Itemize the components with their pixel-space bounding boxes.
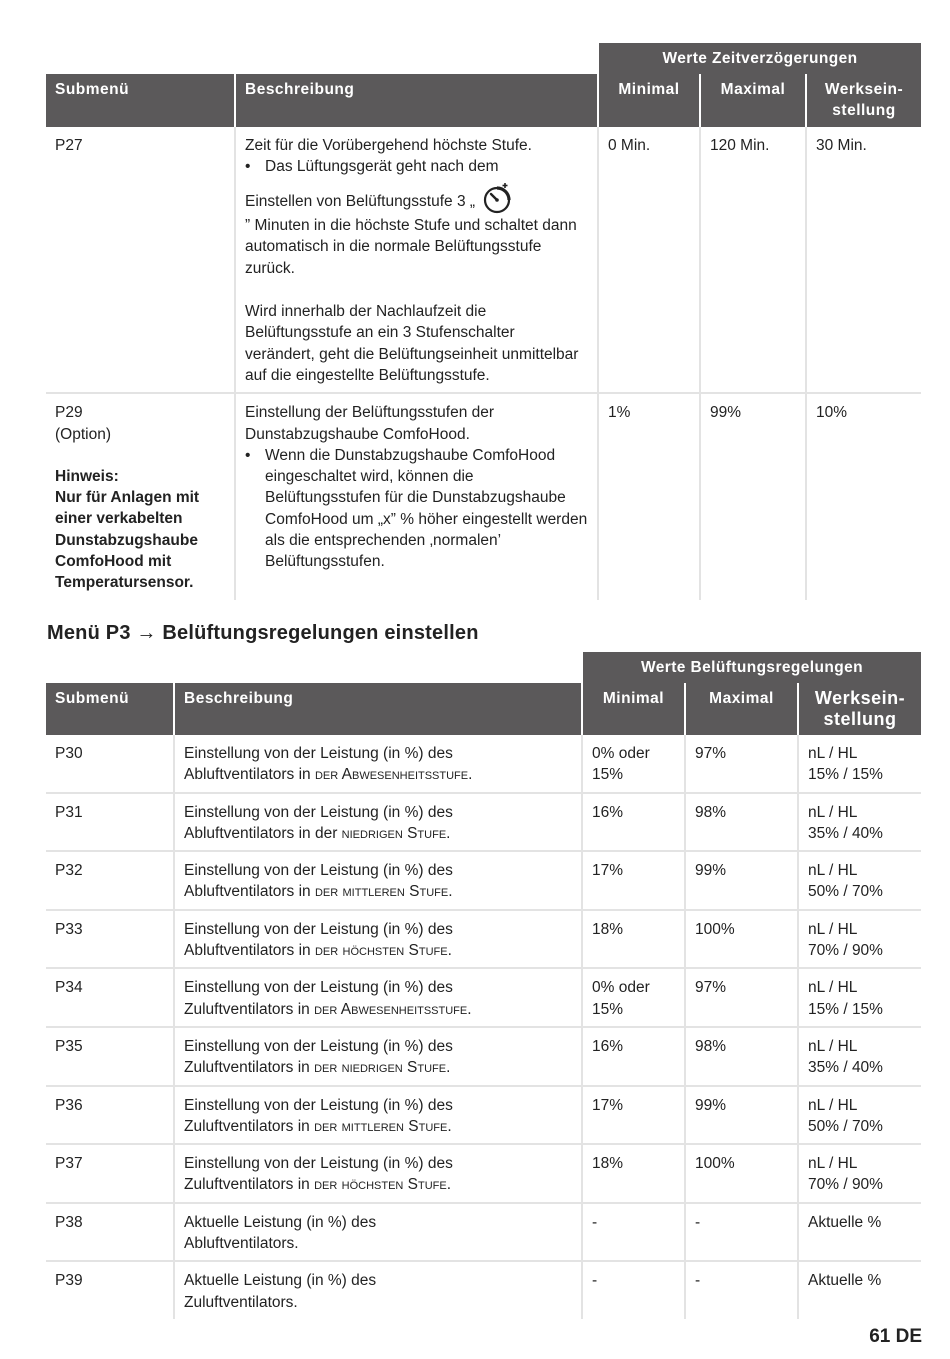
default-value bbox=[798, 851, 921, 910]
description-line bbox=[184, 1116, 572, 1137]
description-line: Aktuelle Leistung (in %) des bbox=[184, 1272, 377, 1290]
minimal-value-line: 17% bbox=[592, 862, 624, 880]
table-row bbox=[46, 393, 921, 599]
table-row bbox=[46, 851, 921, 910]
default-value bbox=[798, 1086, 921, 1145]
description-line: Einstellung von der Leistung (in %) des bbox=[184, 862, 453, 880]
default-value bbox=[798, 793, 921, 852]
description-cell bbox=[174, 735, 582, 793]
description-text: Abluftventilators in bbox=[184, 883, 315, 901]
description-line bbox=[184, 823, 572, 844]
description-continuation bbox=[245, 181, 588, 279]
description-smallcaps: der Abwesenheitsstufe. bbox=[314, 1000, 472, 1018]
column-header-description: Beschreibung bbox=[235, 74, 598, 127]
minimal-value-line: 16% bbox=[592, 1037, 624, 1055]
column-header-maximal: Maximal bbox=[700, 74, 806, 127]
description-cell bbox=[174, 1203, 582, 1262]
continuation-text-a: Einstellen von Belüftungsstufe 3 „ bbox=[245, 193, 476, 211]
column-header-submenu: Submenü bbox=[46, 74, 235, 127]
description-cell bbox=[235, 127, 598, 394]
description-text: Zuluftventilators in bbox=[184, 1176, 315, 1194]
description-text: Zuluftventilators in bbox=[184, 1117, 315, 1135]
maximal-value: 97% bbox=[685, 735, 798, 793]
page-number: 61 DE bbox=[869, 1326, 922, 1347]
maximal-value: 97% bbox=[685, 968, 798, 1027]
default-value-line: nL / HL bbox=[808, 862, 858, 880]
default-value bbox=[798, 1203, 921, 1262]
table-row bbox=[46, 127, 921, 394]
description-cell bbox=[174, 968, 582, 1027]
submenu-code: P38 bbox=[46, 1203, 174, 1262]
continuation-text-b: ” Minuten in die höchste Stufe und schaltet dann automatisch in die normale Belüftungsstufe zurück. bbox=[245, 217, 577, 277]
description-text: Abluftventilators. bbox=[184, 1235, 299, 1253]
column-header-description: Beschreibung bbox=[174, 683, 582, 735]
minimal-value bbox=[582, 793, 685, 852]
minimal-value bbox=[582, 1086, 685, 1145]
description-cell bbox=[174, 1027, 582, 1086]
submenu-code: P27 bbox=[46, 127, 235, 394]
maximal-value: - bbox=[685, 1261, 798, 1319]
default-value-line: nL / HL bbox=[808, 803, 858, 821]
minimal-value bbox=[582, 1261, 685, 1319]
minimal-value: 1% bbox=[598, 393, 700, 599]
table-row bbox=[46, 1086, 921, 1145]
default-value-line: 50% / 70% bbox=[808, 883, 883, 901]
description-line bbox=[184, 940, 572, 961]
description-smallcaps: der höchsten Stufe. bbox=[314, 942, 452, 960]
table-row bbox=[46, 735, 921, 793]
column-header-default-line2: stellung bbox=[823, 709, 897, 729]
column-header-maximal: Maximal bbox=[685, 683, 798, 735]
submenu-code: P29 bbox=[55, 404, 83, 422]
default-value bbox=[798, 735, 921, 793]
table-row bbox=[46, 1203, 921, 1262]
minimal-value-line: 0% oder bbox=[592, 979, 650, 997]
minimal-value bbox=[582, 1203, 685, 1262]
default-value bbox=[798, 1144, 921, 1203]
table-row bbox=[46, 968, 921, 1027]
default-value bbox=[798, 968, 921, 1027]
default-value-line: 15% / 15% bbox=[808, 1000, 883, 1018]
submenu-code: P30 bbox=[46, 735, 174, 793]
table-row bbox=[46, 1144, 921, 1203]
description-text: Zeit für die Vorübergehend höchste Stufe. bbox=[245, 136, 532, 154]
default-value-line: nL / HL bbox=[808, 1155, 858, 1173]
maximal-value: 99% bbox=[700, 393, 806, 599]
description-smallcaps: niedrigen Stufe. bbox=[341, 824, 451, 842]
maximal-value: 98% bbox=[685, 793, 798, 852]
description-line: Einstellung von der Leistung (in %) des bbox=[184, 803, 453, 821]
section-title-prefix: Menü P3 bbox=[47, 622, 131, 644]
description-line bbox=[184, 764, 572, 785]
description-line bbox=[184, 1233, 572, 1254]
maximal-value: 98% bbox=[685, 1027, 798, 1086]
table-row bbox=[46, 1027, 921, 1086]
section-title-text: Belüftungsregelungen einstellen bbox=[162, 622, 479, 644]
minimal-value bbox=[582, 735, 685, 793]
submenu-cell bbox=[46, 393, 235, 599]
description-line: Einstellung von der Leistung (in %) des bbox=[184, 1155, 453, 1173]
bullet-item: • Das Lüftungsgerät geht nach dem bbox=[245, 156, 588, 177]
description-text: Abluftventilators in bbox=[184, 766, 315, 784]
default-value-line: 70% / 90% bbox=[808, 942, 883, 960]
description-line: Einstellung von der Leistung (in %) des bbox=[184, 979, 453, 997]
maximal-value: 99% bbox=[685, 1086, 798, 1145]
minimal-value-line: 17% bbox=[592, 1096, 624, 1114]
default-value-line: 50% / 70% bbox=[808, 1117, 883, 1135]
description-smallcaps: der mittleren Stufe. bbox=[314, 1117, 452, 1135]
description-cell bbox=[174, 793, 582, 852]
column-header-default-line1: Werksein- bbox=[824, 81, 904, 98]
group-header: Werte Zeitverzögerungen bbox=[598, 43, 921, 74]
submenu-code: P36 bbox=[46, 1086, 174, 1145]
submenu-code: P37 bbox=[46, 1144, 174, 1203]
ventilation-settings-table bbox=[46, 652, 921, 1319]
maximal-value: 100% bbox=[685, 1144, 798, 1203]
description-line: Aktuelle Leistung (in %) des bbox=[184, 1213, 377, 1231]
default-value-line: Aktuelle % bbox=[808, 1272, 882, 1290]
description-cell bbox=[174, 1144, 582, 1203]
maximal-value: 99% bbox=[685, 851, 798, 910]
column-header-minimal: Minimal bbox=[598, 74, 700, 127]
submenu-code: P33 bbox=[46, 910, 174, 969]
minimal-value bbox=[582, 851, 685, 910]
default-value: 10% bbox=[806, 393, 921, 599]
minimal-value: 0 Min. bbox=[598, 127, 700, 394]
default-value-line: nL / HL bbox=[808, 745, 858, 762]
description-text: Einstellung der Belüftungsstufen der Dunstabzugshaube ComfoHood. bbox=[245, 404, 495, 443]
description-cell bbox=[235, 393, 598, 599]
section-title bbox=[47, 622, 479, 645]
default-value-line: 70% / 90% bbox=[808, 1176, 883, 1194]
arrow-icon: → bbox=[136, 622, 157, 644]
note-title: Hinweis: bbox=[55, 467, 119, 485]
default-value-line: 15% / 15% bbox=[808, 766, 883, 784]
table-row bbox=[46, 910, 921, 969]
description-text: Abluftventilators in der bbox=[184, 824, 342, 842]
minimal-value-line: 18% bbox=[592, 1155, 624, 1173]
description-line: Einstellung von der Leistung (in %) des bbox=[184, 1037, 453, 1055]
column-header-default bbox=[798, 683, 921, 735]
description-paragraph: Wird innerhalb der Nachlaufzeit die Belüftungsstufe an ein 3 Stufenschalter verändert, geht die Belüftungseinheit unmittelbar auf die eingestellte Belüftungsstufe. bbox=[245, 303, 579, 384]
description-text: Zuluftventilators in bbox=[184, 1000, 315, 1018]
bullet-item: • Wenn die Dunstabzugshaube ComfoHood eingeschaltet wird, können die Belüftungsstufen für die Dunstabzugshaube ComfoHood um „x” % höher eingestellt werden als die entsprechenden ‚normalen’ Belüftungsstufen. bbox=[245, 445, 588, 573]
minimal-value-line: 0% oder bbox=[592, 745, 650, 762]
minimal-value-line: 15% bbox=[592, 1000, 624, 1018]
minimal-value-line: 15% bbox=[592, 766, 624, 784]
description-text: Zuluftventilators in bbox=[184, 1059, 315, 1077]
column-header-default bbox=[806, 74, 921, 127]
column-header-default-line1: Werksein- bbox=[814, 688, 906, 708]
minimal-value-line: 16% bbox=[592, 803, 624, 821]
default-value-line: nL / HL bbox=[808, 1037, 858, 1055]
description-smallcaps: der Abwesenheitsstufe. bbox=[314, 766, 473, 784]
maximal-value: 100% bbox=[685, 910, 798, 969]
description-line: Einstellung von der Leistung (in %) des bbox=[184, 920, 453, 938]
description-smallcaps: der niedrigen Stufe. bbox=[314, 1059, 451, 1077]
maximal-value: - bbox=[685, 1203, 798, 1262]
description-line bbox=[184, 1292, 572, 1313]
submenu-code: P32 bbox=[46, 851, 174, 910]
option-label: (Option) bbox=[55, 425, 111, 443]
description-cell bbox=[174, 1086, 582, 1145]
submenu-code: P34 bbox=[46, 968, 174, 1027]
default-value bbox=[798, 910, 921, 969]
description-line bbox=[184, 1057, 572, 1078]
submenu-code: P31 bbox=[46, 793, 174, 852]
note-text: Nur für Anlagen mit einer verkabelten Dunstabzugshaube ComfoHood mit Temperatursensor. bbox=[55, 489, 200, 592]
column-header-default-line2: stellung bbox=[832, 102, 896, 120]
bullet-text: Wenn die Dunstabzugshaube ComfoHood eingeschaltet wird, können die Belüftungsstufen für die Dunstabzugshaube ComfoHood um „x” % höher eingestellt werden als die entsprechenden ‚normalen’ Belüftungsstufen. bbox=[265, 446, 588, 571]
description-line bbox=[184, 1174, 572, 1195]
column-header-submenu: Submenü bbox=[46, 683, 174, 735]
minimal-value-line: - bbox=[592, 1272, 598, 1290]
description-cell bbox=[174, 851, 582, 910]
delay-values-table bbox=[46, 43, 921, 600]
default-value bbox=[798, 1261, 921, 1319]
default-value-line: Aktuelle % bbox=[808, 1213, 882, 1231]
minimal-value bbox=[582, 1144, 685, 1203]
description-line bbox=[184, 881, 572, 902]
description-line: Einstellung von der Leistung (in %) des bbox=[184, 745, 453, 762]
description-smallcaps: der mittleren Stufe. bbox=[314, 883, 453, 901]
default-value-line: nL / HL bbox=[808, 979, 858, 997]
table-row bbox=[46, 793, 921, 852]
bullet-text: Das Lüftungsgerät geht nach dem bbox=[265, 157, 499, 175]
submenu-code: P35 bbox=[46, 1027, 174, 1086]
minimal-value bbox=[582, 1027, 685, 1086]
timer-icon bbox=[481, 181, 515, 215]
description-cell bbox=[174, 910, 582, 969]
minimal-value bbox=[582, 910, 685, 969]
description-text: Zuluftventilators. bbox=[184, 1293, 298, 1311]
default-value: 30 Min. bbox=[806, 127, 921, 394]
description-smallcaps: der höchsten Stufe. bbox=[314, 1176, 452, 1194]
default-value-line: 35% / 40% bbox=[808, 1059, 883, 1077]
description-line bbox=[184, 999, 572, 1020]
default-value-line: 35% / 40% bbox=[808, 824, 883, 842]
default-value bbox=[798, 1027, 921, 1086]
group-header: Werte Belüftungsregelungen bbox=[582, 652, 921, 683]
minimal-value-line: 18% bbox=[592, 920, 624, 938]
submenu-code: P39 bbox=[55, 1272, 83, 1290]
description-line: Einstellung von der Leistung (in %) des bbox=[184, 1096, 453, 1114]
minimal-value bbox=[582, 968, 685, 1027]
table-row bbox=[46, 1261, 921, 1319]
description-text: Abluftventilators in bbox=[184, 942, 315, 960]
description-cell bbox=[174, 1261, 582, 1319]
default-value-line: nL / HL bbox=[808, 920, 858, 938]
minimal-value-line: - bbox=[592, 1213, 598, 1231]
default-value-line: nL / HL bbox=[808, 1096, 858, 1114]
maximal-value: 120 Min. bbox=[700, 127, 806, 394]
column-header-minimal: Minimal bbox=[582, 683, 685, 735]
